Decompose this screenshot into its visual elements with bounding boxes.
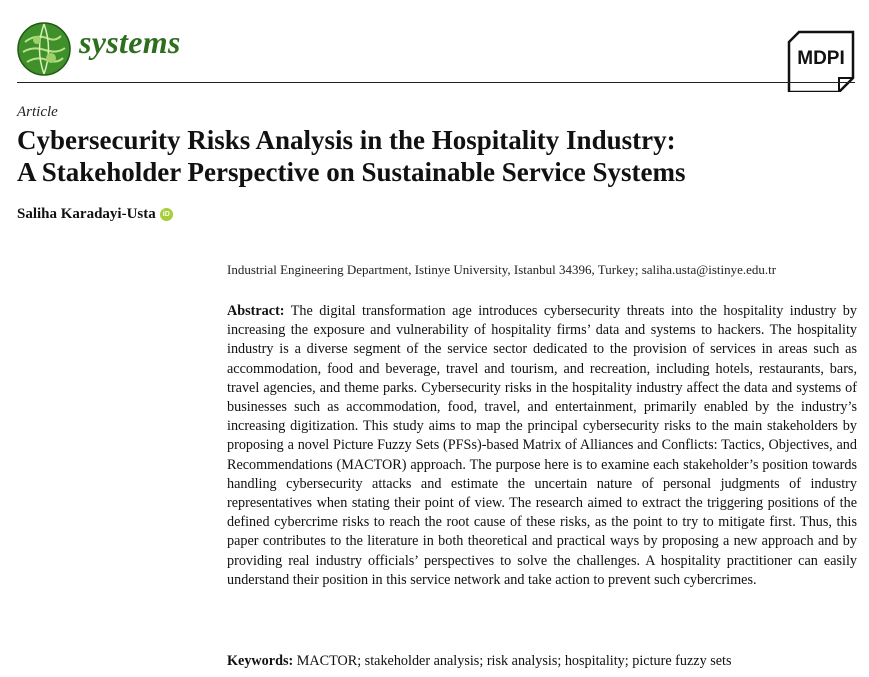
journal-header [17, 18, 857, 78]
affiliation: Industrial Engineering Department, Istinye University, Istanbul 34396, Turkey; saliha.usta@istinye.edu.tr [227, 262, 777, 277]
title-line: Cybersecurity Risks Analysis in the Hospitality Industry: [17, 125, 676, 155]
orcid-icon[interactable]: iD [160, 208, 173, 221]
journal-name: systems [79, 24, 181, 60]
publisher-name: MDPI [797, 48, 845, 69]
author-name: Saliha Karadayi-Usta [17, 206, 156, 222]
keywords-label: Keywords: [227, 653, 294, 669]
header-divider [17, 82, 855, 83]
article-title [17, 124, 857, 188]
author-line [17, 206, 173, 223]
keywords [227, 653, 857, 670]
keywords-text: MACTOR; stakeholder analysis; risk analysis; hospitality; picture fuzzy sets [296, 653, 732, 669]
article-type: Article [17, 104, 58, 120]
title-line: A Stakeholder Perspective on Sustainable Service Systems [17, 157, 686, 187]
globe-icon [17, 22, 71, 76]
abstract [227, 302, 857, 590]
abstract-label: Abstract: [227, 303, 285, 319]
abstract-text: The digital transformation age introduces cybersecurity threats into the hospitality industry by increasing the exposure and vulnerability of hospitality firms’ data and systems to hackers. The hospitality industry is a diverse segment of the service sector dedicated to the provision of services in areas such as accommodation, food and beverage, travel and tourism, and recreation, including hotels, restaurants, bars, travel agencies, and theme parks. Cybersecurity risks in the hospitality industry affect the data and systems of businesses such as accommodation, food, travel, and entertainment, primarily enabled by the industry’s increasing digitization. This study aims to map the principal cybersecurity risks to the main stakeholders by proposing a novel Picture Fuzzy Sets (PFSs)-based Matrix of Alliances and Conflicts: Tactics, Objectives, and Recommendations (MACTOR) approach. The purpose here is to examine each stakeholder’s position towards handling cybersecurity attacks and estimate the uncertain nature of personal judgments of industry representatives when stating their point of view. The research aimed to extract the triggering positions of the defined cybercrime risks to reach the root cause of these risks, as the point to try to mitigate first. Thus, this paper contributes to the literature in both theoretical and practical ways by proposing a new approach and by providing real industry officials’ perspectives to solve the challenges. A hospitality practitioner can easily understand their position in this service network and take action to prevent such cybercrimes. [227, 303, 857, 588]
